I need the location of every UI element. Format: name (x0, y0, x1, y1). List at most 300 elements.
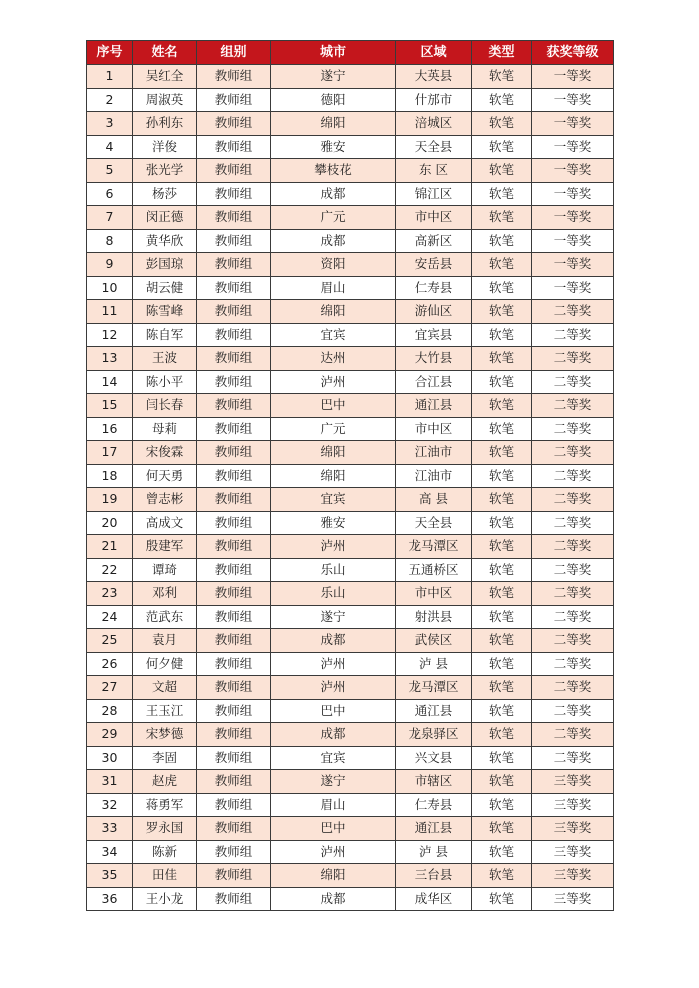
table-row (87, 323, 614, 347)
header-award-level: 获奖等级 (532, 41, 614, 65)
cell-award-level: 一等奖 (532, 276, 614, 300)
table-row (87, 394, 614, 418)
cell-city: 绵阳 (271, 300, 396, 324)
cell-group: 教师组 (197, 276, 271, 300)
cell-group: 教师组 (197, 535, 271, 559)
cell-district: 龙马潭区 (396, 676, 472, 700)
cell-type: 软笔 (472, 464, 532, 488)
cell-number: 32 (87, 793, 133, 817)
cell-district: 武侯区 (396, 629, 472, 653)
cell-group: 教师组 (197, 676, 271, 700)
cell-name: 殷建军 (133, 535, 197, 559)
cell-name: 何夕健 (133, 652, 197, 676)
cell-name: 张光学 (133, 159, 197, 183)
cell-award-level: 三等奖 (532, 864, 614, 888)
cell-award-level: 三等奖 (532, 817, 614, 841)
cell-type: 软笔 (472, 488, 532, 512)
cell-group: 教师组 (197, 464, 271, 488)
cell-name: 闵正德 (133, 206, 197, 230)
cell-award-level: 二等奖 (532, 488, 614, 512)
cell-number: 20 (87, 511, 133, 535)
cell-group: 教师组 (197, 746, 271, 770)
cell-group: 教师组 (197, 65, 271, 89)
table-row (87, 605, 614, 629)
cell-group: 教师组 (197, 300, 271, 324)
cell-number: 12 (87, 323, 133, 347)
cell-district: 高新区 (396, 229, 472, 253)
cell-district: 射洪县 (396, 605, 472, 629)
cell-name: 彭国琼 (133, 253, 197, 277)
cell-name: 范武东 (133, 605, 197, 629)
cell-award-level: 三等奖 (532, 887, 614, 911)
cell-district: 天全县 (396, 511, 472, 535)
cell-group: 教师组 (197, 699, 271, 723)
header-city: 城市 (271, 41, 396, 65)
cell-city: 绵阳 (271, 464, 396, 488)
cell-name: 邓利 (133, 582, 197, 606)
cell-type: 软笔 (472, 135, 532, 159)
table-row (87, 300, 614, 324)
cell-award-level: 二等奖 (532, 347, 614, 371)
cell-district: 涪城区 (396, 112, 472, 136)
cell-award-level: 二等奖 (532, 511, 614, 535)
cell-group: 教师组 (197, 417, 271, 441)
cell-city: 绵阳 (271, 112, 396, 136)
table-row (87, 206, 614, 230)
cell-name: 罗永国 (133, 817, 197, 841)
table-row (87, 417, 614, 441)
table-row (87, 347, 614, 371)
cell-award-level: 二等奖 (532, 300, 614, 324)
cell-award-level: 二等奖 (532, 558, 614, 582)
table-row (87, 652, 614, 676)
cell-city: 泸州 (271, 535, 396, 559)
cell-award-level: 一等奖 (532, 253, 614, 277)
cell-group: 教师组 (197, 394, 271, 418)
table-row (87, 88, 614, 112)
cell-group: 教师组 (197, 793, 271, 817)
cell-name: 宋梦德 (133, 723, 197, 747)
cell-type: 软笔 (472, 535, 532, 559)
cell-award-level: 二等奖 (532, 676, 614, 700)
cell-number: 16 (87, 417, 133, 441)
table-row (87, 159, 614, 183)
cell-city: 眉山 (271, 793, 396, 817)
table-row (87, 864, 614, 888)
cell-award-level: 一等奖 (532, 135, 614, 159)
cell-group: 教师组 (197, 629, 271, 653)
cell-city: 成都 (271, 887, 396, 911)
cell-name: 周淑英 (133, 88, 197, 112)
cell-district: 安岳县 (396, 253, 472, 277)
cell-name: 王玉江 (133, 699, 197, 723)
cell-award-level: 二等奖 (532, 370, 614, 394)
table-row (87, 770, 614, 794)
cell-type: 软笔 (472, 441, 532, 465)
cell-district: 宜宾县 (396, 323, 472, 347)
table-row (87, 276, 614, 300)
header-district: 区域 (396, 41, 472, 65)
cell-district: 泸 县 (396, 840, 472, 864)
cell-group: 教师组 (197, 488, 271, 512)
table-row (87, 723, 614, 747)
cell-type: 软笔 (472, 582, 532, 606)
table-row (87, 229, 614, 253)
header-row (87, 41, 614, 65)
table-header (87, 41, 614, 65)
cell-city: 广元 (271, 417, 396, 441)
cell-name: 陈新 (133, 840, 197, 864)
cell-type: 软笔 (472, 88, 532, 112)
cell-type: 软笔 (472, 276, 532, 300)
table-row (87, 65, 614, 89)
cell-district: 兴文县 (396, 746, 472, 770)
cell-city: 泸州 (271, 370, 396, 394)
cell-group: 教师组 (197, 605, 271, 629)
cell-name: 高成文 (133, 511, 197, 535)
cell-city: 德阳 (271, 88, 396, 112)
cell-group: 教师组 (197, 112, 271, 136)
cell-number: 27 (87, 676, 133, 700)
cell-number: 15 (87, 394, 133, 418)
cell-name: 陈雪峰 (133, 300, 197, 324)
cell-number: 31 (87, 770, 133, 794)
cell-group: 教师组 (197, 347, 271, 371)
cell-type: 软笔 (472, 65, 532, 89)
cell-group: 教师组 (197, 582, 271, 606)
cell-city: 成都 (271, 182, 396, 206)
cell-district: 通江县 (396, 817, 472, 841)
table-row (87, 182, 614, 206)
cell-name: 曾志彬 (133, 488, 197, 512)
cell-award-level: 二等奖 (532, 605, 614, 629)
cell-award-level: 二等奖 (532, 652, 614, 676)
header-group: 组别 (197, 41, 271, 65)
table-row (87, 817, 614, 841)
cell-name: 吴红全 (133, 65, 197, 89)
cell-district: 江油市 (396, 464, 472, 488)
cell-city: 遂宁 (271, 65, 396, 89)
table-row (87, 488, 614, 512)
cell-number: 21 (87, 535, 133, 559)
cell-city: 眉山 (271, 276, 396, 300)
cell-type: 软笔 (472, 817, 532, 841)
cell-award-level: 二等奖 (532, 629, 614, 653)
cell-district: 仁寿县 (396, 276, 472, 300)
table-body (87, 65, 614, 911)
cell-district: 高 县 (396, 488, 472, 512)
table-row (87, 793, 614, 817)
cell-type: 软笔 (472, 723, 532, 747)
cell-name: 李固 (133, 746, 197, 770)
cell-city: 遂宁 (271, 605, 396, 629)
cell-district: 龙泉驿区 (396, 723, 472, 747)
cell-district: 五通桥区 (396, 558, 472, 582)
cell-type: 软笔 (472, 394, 532, 418)
cell-city: 资阳 (271, 253, 396, 277)
cell-type: 软笔 (472, 629, 532, 653)
cell-award-level: 二等奖 (532, 464, 614, 488)
cell-group: 教师组 (197, 817, 271, 841)
cell-number: 33 (87, 817, 133, 841)
cell-type: 软笔 (472, 112, 532, 136)
cell-group: 教师组 (197, 323, 271, 347)
table-row (87, 253, 614, 277)
cell-type: 软笔 (472, 699, 532, 723)
cell-type: 软笔 (472, 676, 532, 700)
header-type: 类型 (472, 41, 532, 65)
cell-district: 市中区 (396, 417, 472, 441)
cell-type: 软笔 (472, 770, 532, 794)
cell-award-level: 一等奖 (532, 182, 614, 206)
cell-award-level: 三等奖 (532, 840, 614, 864)
cell-name: 文超 (133, 676, 197, 700)
cell-award-level: 二等奖 (532, 417, 614, 441)
cell-name: 王波 (133, 347, 197, 371)
cell-award-level: 二等奖 (532, 323, 614, 347)
cell-group: 教师组 (197, 840, 271, 864)
cell-number: 26 (87, 652, 133, 676)
cell-name: 谭琦 (133, 558, 197, 582)
cell-number: 8 (87, 229, 133, 253)
cell-type: 软笔 (472, 182, 532, 206)
cell-number: 30 (87, 746, 133, 770)
cell-city: 巴中 (271, 394, 396, 418)
cell-award-level: 三等奖 (532, 770, 614, 794)
table-row (87, 535, 614, 559)
cell-district: 泸 县 (396, 652, 472, 676)
cell-city: 巴中 (271, 699, 396, 723)
cell-number: 34 (87, 840, 133, 864)
cell-city: 达州 (271, 347, 396, 371)
cell-type: 软笔 (472, 159, 532, 183)
cell-name: 宋俊霖 (133, 441, 197, 465)
cell-type: 软笔 (472, 253, 532, 277)
cell-name: 母莉 (133, 417, 197, 441)
cell-city: 遂宁 (271, 770, 396, 794)
cell-name: 陈自军 (133, 323, 197, 347)
cell-city: 成都 (271, 723, 396, 747)
cell-name: 黄华欣 (133, 229, 197, 253)
cell-group: 教师组 (197, 864, 271, 888)
cell-type: 软笔 (472, 206, 532, 230)
cell-district: 市中区 (396, 206, 472, 230)
cell-award-level: 二等奖 (532, 746, 614, 770)
cell-type: 软笔 (472, 417, 532, 441)
cell-number: 23 (87, 582, 133, 606)
cell-number: 11 (87, 300, 133, 324)
cell-city: 乐山 (271, 558, 396, 582)
cell-number: 18 (87, 464, 133, 488)
cell-award-level: 二等奖 (532, 441, 614, 465)
award-table (86, 40, 614, 911)
cell-city: 广元 (271, 206, 396, 230)
table-row (87, 699, 614, 723)
cell-district: 龙马潭区 (396, 535, 472, 559)
cell-group: 教师组 (197, 135, 271, 159)
cell-number: 2 (87, 88, 133, 112)
cell-name: 孙利东 (133, 112, 197, 136)
cell-type: 软笔 (472, 370, 532, 394)
cell-district: 东 区 (396, 159, 472, 183)
cell-district: 游仙区 (396, 300, 472, 324)
table-row (87, 676, 614, 700)
cell-group: 教师组 (197, 253, 271, 277)
table-row (87, 558, 614, 582)
cell-type: 软笔 (472, 746, 532, 770)
cell-group: 教师组 (197, 441, 271, 465)
cell-name: 袁月 (133, 629, 197, 653)
cell-number: 36 (87, 887, 133, 911)
table-row (87, 582, 614, 606)
cell-group: 教师组 (197, 182, 271, 206)
table-row (87, 135, 614, 159)
cell-name: 田佳 (133, 864, 197, 888)
cell-award-level: 一等奖 (532, 206, 614, 230)
header-name: 姓名 (133, 41, 197, 65)
cell-group: 教师组 (197, 159, 271, 183)
cell-city: 宜宾 (271, 746, 396, 770)
cell-group: 教师组 (197, 723, 271, 747)
cell-district: 市中区 (396, 582, 472, 606)
cell-type: 软笔 (472, 558, 532, 582)
cell-city: 攀枝花 (271, 159, 396, 183)
cell-type: 软笔 (472, 887, 532, 911)
cell-number: 9 (87, 253, 133, 277)
cell-group: 教师组 (197, 511, 271, 535)
cell-group: 教师组 (197, 370, 271, 394)
cell-award-level: 二等奖 (532, 699, 614, 723)
cell-district: 三台县 (396, 864, 472, 888)
cell-number: 28 (87, 699, 133, 723)
cell-district: 天全县 (396, 135, 472, 159)
cell-type: 软笔 (472, 793, 532, 817)
cell-award-level: 二等奖 (532, 723, 614, 747)
cell-city: 泸州 (271, 840, 396, 864)
cell-city: 宜宾 (271, 323, 396, 347)
cell-award-level: 三等奖 (532, 793, 614, 817)
cell-name: 王小龙 (133, 887, 197, 911)
cell-district: 通江县 (396, 394, 472, 418)
cell-name: 陈小平 (133, 370, 197, 394)
cell-type: 软笔 (472, 300, 532, 324)
cell-district: 合江县 (396, 370, 472, 394)
cell-district: 成华区 (396, 887, 472, 911)
cell-name: 洋俊 (133, 135, 197, 159)
cell-type: 软笔 (472, 652, 532, 676)
cell-district: 大竹县 (396, 347, 472, 371)
table-row (87, 464, 614, 488)
cell-number: 5 (87, 159, 133, 183)
cell-award-level: 二等奖 (532, 535, 614, 559)
table-row (87, 887, 614, 911)
cell-city: 雅安 (271, 135, 396, 159)
cell-award-level: 一等奖 (532, 65, 614, 89)
cell-number: 19 (87, 488, 133, 512)
table-row (87, 112, 614, 136)
cell-number: 7 (87, 206, 133, 230)
cell-type: 软笔 (472, 840, 532, 864)
cell-city: 成都 (271, 629, 396, 653)
cell-city: 雅安 (271, 511, 396, 535)
cell-award-level: 二等奖 (532, 582, 614, 606)
cell-name: 闫长春 (133, 394, 197, 418)
cell-number: 1 (87, 65, 133, 89)
cell-city: 巴中 (271, 817, 396, 841)
cell-type: 软笔 (472, 323, 532, 347)
cell-number: 6 (87, 182, 133, 206)
cell-number: 4 (87, 135, 133, 159)
cell-group: 教师组 (197, 88, 271, 112)
table-row (87, 441, 614, 465)
cell-district: 仁寿县 (396, 793, 472, 817)
cell-district: 通江县 (396, 699, 472, 723)
cell-city: 绵阳 (271, 864, 396, 888)
cell-number: 17 (87, 441, 133, 465)
cell-name: 蒋勇军 (133, 793, 197, 817)
cell-number: 22 (87, 558, 133, 582)
cell-number: 25 (87, 629, 133, 653)
cell-number: 14 (87, 370, 133, 394)
cell-award-level: 二等奖 (532, 394, 614, 418)
cell-award-level: 一等奖 (532, 159, 614, 183)
cell-city: 乐山 (271, 582, 396, 606)
cell-number: 29 (87, 723, 133, 747)
cell-type: 软笔 (472, 511, 532, 535)
cell-number: 35 (87, 864, 133, 888)
cell-group: 教师组 (197, 770, 271, 794)
table-row (87, 370, 614, 394)
cell-number: 3 (87, 112, 133, 136)
cell-name: 杨莎 (133, 182, 197, 206)
cell-district: 锦江区 (396, 182, 472, 206)
cell-group: 教师组 (197, 887, 271, 911)
table-row (87, 511, 614, 535)
cell-city: 绵阳 (271, 441, 396, 465)
cell-district: 江油市 (396, 441, 472, 465)
cell-name: 赵虎 (133, 770, 197, 794)
cell-number: 13 (87, 347, 133, 371)
cell-award-level: 一等奖 (532, 88, 614, 112)
cell-city: 宜宾 (271, 488, 396, 512)
cell-award-level: 一等奖 (532, 229, 614, 253)
cell-number: 24 (87, 605, 133, 629)
cell-type: 软笔 (472, 605, 532, 629)
cell-group: 教师组 (197, 229, 271, 253)
cell-name: 何天勇 (133, 464, 197, 488)
table-row (87, 840, 614, 864)
cell-name: 胡云健 (133, 276, 197, 300)
cell-district: 大英县 (396, 65, 472, 89)
cell-district: 什邡市 (396, 88, 472, 112)
award-table-container (86, 40, 613, 911)
cell-group: 教师组 (197, 558, 271, 582)
cell-number: 10 (87, 276, 133, 300)
header-number: 序号 (87, 41, 133, 65)
cell-type: 软笔 (472, 864, 532, 888)
table-row (87, 629, 614, 653)
cell-city: 泸州 (271, 676, 396, 700)
cell-group: 教师组 (197, 206, 271, 230)
cell-type: 软笔 (472, 229, 532, 253)
cell-city: 成都 (271, 229, 396, 253)
cell-group: 教师组 (197, 652, 271, 676)
cell-type: 软笔 (472, 347, 532, 371)
table-row (87, 746, 614, 770)
cell-award-level: 一等奖 (532, 112, 614, 136)
cell-district: 市辖区 (396, 770, 472, 794)
cell-city: 泸州 (271, 652, 396, 676)
